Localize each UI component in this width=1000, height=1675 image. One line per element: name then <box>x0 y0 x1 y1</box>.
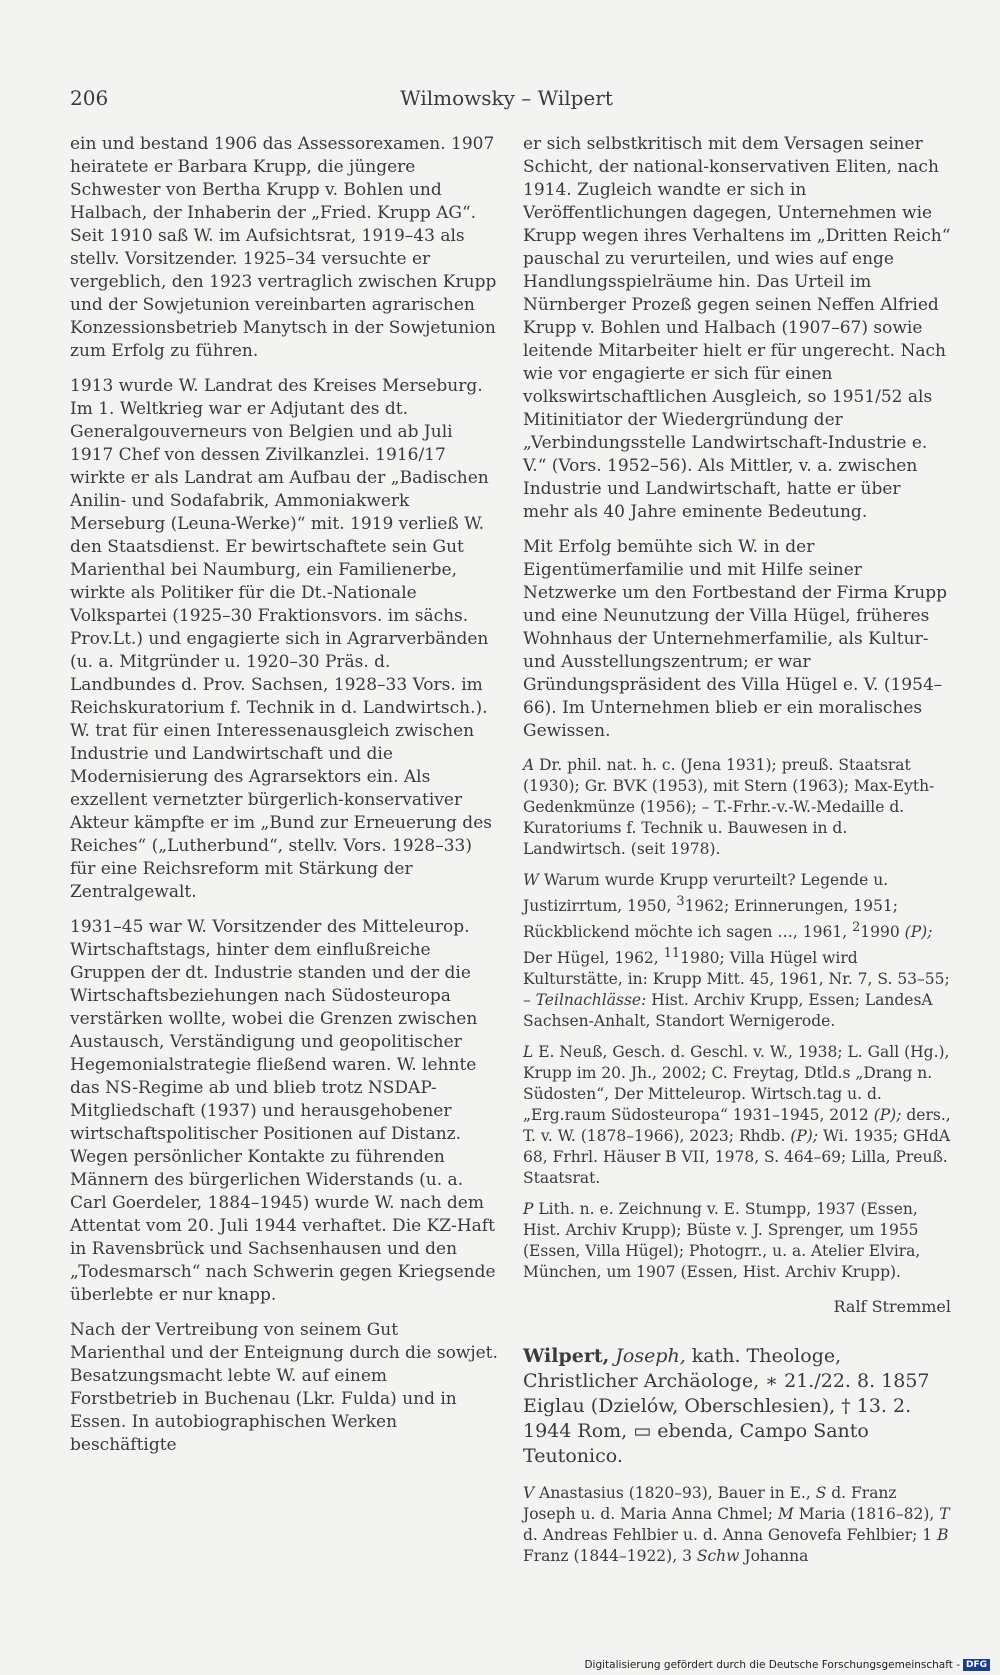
relation-label: B <box>937 1526 949 1545</box>
section-text: Warum wurde Krupp verurteilt? Legende u. Justizirrtum, 1950, <box>523 871 889 916</box>
paragraph: 1931–45 war W. Vorsitzender des Mitteleurop. Wirtschaftstags, hinter dem einflußreiche Gruppen der dt. Industrie standen und der die Wirtschaftsbeziehungen nach Südosteuropa verstärken wollte, wobei die Grenzen zwischen Austausch, Verständigung und geopolitischer Hegemonialstrategie fließend waren. W. lehnte das NS-Regime ab und blieb trotz NSDAP-Mitgliedschaft (1937) und herausgehobener wirtschaftspolitischer Positionen auf Distanz. Wegen persönlicher Kontakte zu führenden Männern des bürgerlichen Widerstands (u. a. Carl Goerdeler, 1884–1945) wurde W. nach dem Attentat vom 20. Juli 1944 verhaftet. Die KZ-Haft in Ravensbrück und Sachsenhausen und den „Todesmarsch“ nach Schwerin gegen Kriegsende überlebte er nur knapp. <box>70 917 496 1305</box>
left-column <box>70 133 498 1469</box>
section-text: d. Franz Joseph u. d. Maria Anna Chmel; <box>523 1484 897 1524</box>
section-text: Hist. Archiv Krupp, Essen; LandesA Sachsen-Anhalt, Standort Wernigerode. <box>523 991 933 1031</box>
paragraph: ein und bestand 1906 das Assessorexamen. 1907 heiratete er Barbara Krupp, die jüngere Schwester von Bertha Krupp v. Bohlen und Halbach, der Inhaberin der „Fried. Krupp AG“. Seit 1910 saß W. im Aufsichtsrat, 1919–43 als stellv. Vorsitzender. 1925–34 versuchte er vergeblich, den 1923 vertraglich zwischen Krupp und der Sowjetunion vereinbarten agrarischen Konzessionsbetrieb Manytsch in der Sowjetunion zum Erfolg zu führen. <box>70 134 497 361</box>
edition-number: 2 <box>852 920 861 936</box>
section-text: Maria (1816–82), <box>793 1505 940 1524</box>
edition-number: 11 <box>663 946 681 962</box>
section-text: Franz (1844–1922), 3 <box>523 1547 697 1566</box>
section-text: Johanna <box>739 1547 809 1566</box>
section-text: 1980; Villa Hügel wird Kulturstätte, in: Krupp Mitt. 45, 1961, Nr. 7, S. 53–55; <box>523 949 950 989</box>
section-text: Anastasius (1820–93), Bauer in E., <box>534 1484 816 1503</box>
paragraph: 1913 wurde W. Landrat des Kreises Merseburg. Im 1. Weltkrieg war er Adjutant des dt. Generalgouverneurs von Belgien und ab Juli 1917 Chef von dessen Zivilkanzlei. 1916/17 wirkte er als Landrat am Aufbau der „Badischen Anilin- und Sodafabrik, Ammoniakwerk Merseburg (Leuna-Werke)“ mit. 1919 verließ W. den Staatsdienst. Er bewirtschaftete sein Gut Marienthal bei Naumburg, ein Familienerbe, wirkte als Politiker für die Dt.-Nationale Volkspartei (1925–30 Fraktionsvors. im sächs. Prov.Lt.) und engagierte sich in Agrarverbänden (u. a. Mitgründer u. 1920–30 Präs. d. Landbundes d. Prov. Sachsen, 1928–33 Vors. im Reichskuratorium f. Technik in d. Landwirtsch.). W. trat für einen Interessenausgleich zwischen Industrie und Landwirtschaft und die Modernisierung des Agrarsektors ein. Als exzellent vernetzter bürgerlich-konservativer Akteur kämpfte er im „Bund zur Erneuerung des Reiches“ („Lutherbund“, stellv. Vors. 1928–33) für eine Reichsreform mit Stärkung der Zentralgewalt. <box>70 376 492 902</box>
relation-label: M <box>777 1505 794 1524</box>
works-section <box>523 870 951 1032</box>
entry-description: kath. Theologe, Christlicher Archäologe, ∗ 21./22. 8. 1857 Eiglau (Dzielów, Oberschlesien), † 13. 2. 1944 Rom, ▭ ebenda, Campo Santo Teutonico. <box>523 1345 930 1468</box>
section-label: V <box>523 1484 535 1503</box>
paragraph: Mit Erfolg bemühte sich W. in der Eigentümerfamilie und mit Hilfe seiner Netzwerke um den Fortbestand der Firma Krupp und eine Neunutzung der Villa Hügel, früheres Wohnhaus der Unternehmerfamilie, als Kultur- und Ausstellungszentrum; er war Gründungspräsident des Villa Hügel e. V. (1954–66). Im Unternehmen blieb er ein moralisches Gewissen. <box>523 537 947 741</box>
edition-number: 3 <box>676 894 685 909</box>
page-number: 206 <box>70 86 109 110</box>
entry-name: Wilpert, <box>523 1345 610 1368</box>
paragraph: Nach der Vertreibung von seinem Gut Marienthal und der Enteignung durch die sowjet. Besatzungsmacht lebte W. auf einem Forstbetrieb in Buchenau (Lkr. Fulda) und in Essen. In autobiographischen Werken beschäftigte <box>70 1320 498 1455</box>
entry-heading <box>523 1344 951 1469</box>
article-author: Ralf Stremmel <box>833 1297 951 1317</box>
section-text: Dr. phil. nat. h. c. (Jena 1931); preuß. Staatsrat (1930); Gr. BVK (1953), mit Stern (1963); Max-Eyth-Gedenkmünze (1956); – T.-Frhr.-v.-W.-Medaille d. Kuratoriums f. Technik u. Bauwesen in d. Landwirtsch. (seit 1978). <box>523 756 935 858</box>
right-column <box>523 133 951 1577</box>
portrait-marker: (P); <box>873 1106 902 1125</box>
portraits-section <box>523 1199 951 1283</box>
section-text: ders., T. v. W. (1878–1966), 2023; Rhdb. <box>523 1106 951 1146</box>
section-label: L <box>523 1043 534 1062</box>
paragraph: er sich selbstkritisch mit dem Versagen seiner Schicht, der national-konservativen Eliten, nach 1914. Zugleich wandte er sich in Veröffentlichungen dagegen, Unternehmen wie Krupp wegen ihres Verhaltens im „Dritten Reich“ pauschal zu verurteilen, und wies auf enge Handlungsspielräume hin. Das Urteil im Nürnberger Prozeß gegen seinen Neffen Alfried Krupp v. Bohlen und Halbach (1907–67) sowie leitende Mitarbeiter hielt er für ungerecht. Nach wie vor engagierte er sich für einen volkswirtschaftlichen Ausgleich, so 1951/52 als Mitinitiator der Wiedergründung der „Verbindungsstelle Landwirtschaft-Industrie e. V.“ (Vors. 1952–56). Als Mittler, v. a. zwischen Industrie und Landwirtschaft, hatte er über mehr als 40 Jahre eminente Bedeutung. <box>523 134 951 522</box>
section-label: P <box>523 1200 534 1219</box>
relation-label: S <box>815 1484 827 1503</box>
section-text: Lith. n. e. Zeichnung v. E. Stumpp, 1937 (Essen, Hist. Archiv Krupp); Büste v. J. Sprenger, um 1955 (Essen, Villa Hügel); Photogrr., u. a. Atelier Elvira, München, um 1907 (Essen, Hist. Archiv Krupp). <box>523 1200 921 1282</box>
section-text: 1990 <box>860 923 905 942</box>
relation-label: Schw <box>696 1547 740 1566</box>
section-text: E. Neuß, Gesch. d. Geschl. v. W., 1938; L. Gall (Hg.), Krupp im 20. Jh., 2002; C. Freytag, Dtld.s „Drang n. Südosten“, Der Mitteleurop. Wirtsch.tag u. d. „Erg.raum Südosteuropa“ 1931–1945, 2012 <box>523 1043 950 1125</box>
section-text: 1962; Erinnerungen, 1951; Rückblickend möchte ich sagen …, 1961, <box>523 897 898 942</box>
running-title: Wilmowsky – Wilpert <box>400 86 613 110</box>
section-label: A <box>523 756 535 774</box>
entry-given-name: Joseph, <box>609 1345 686 1368</box>
family-section <box>523 1483 951 1567</box>
footer-text: Digitalisierung gefördert durch die Deutsche Forschungsgemeinschaft - <box>584 1659 960 1671</box>
section-text: d. Andreas Fehlbier u. d. Anna Genovefa Fehlbier; 1 <box>523 1526 938 1545</box>
section-label: W <box>523 871 539 889</box>
literature-section <box>523 1042 951 1189</box>
footer-credit <box>584 1659 990 1671</box>
section-text: Der Hügel, 1962, <box>523 949 664 968</box>
page-header <box>70 86 943 116</box>
dfg-logo: DFG <box>963 1659 990 1671</box>
awards-section <box>523 755 951 860</box>
portrait-marker: (P); <box>904 923 933 942</box>
relation-label: T <box>939 1505 950 1524</box>
nachlass-label: – Teilnachlässe: <box>523 991 647 1010</box>
portrait-marker: (P); <box>790 1127 819 1146</box>
section-text: Wi. 1935; GHdA 68, Frhrl. Häuser B VII, 1978, S. 464–69; Lilla, Preuß. Staatsrat. <box>523 1127 951 1188</box>
